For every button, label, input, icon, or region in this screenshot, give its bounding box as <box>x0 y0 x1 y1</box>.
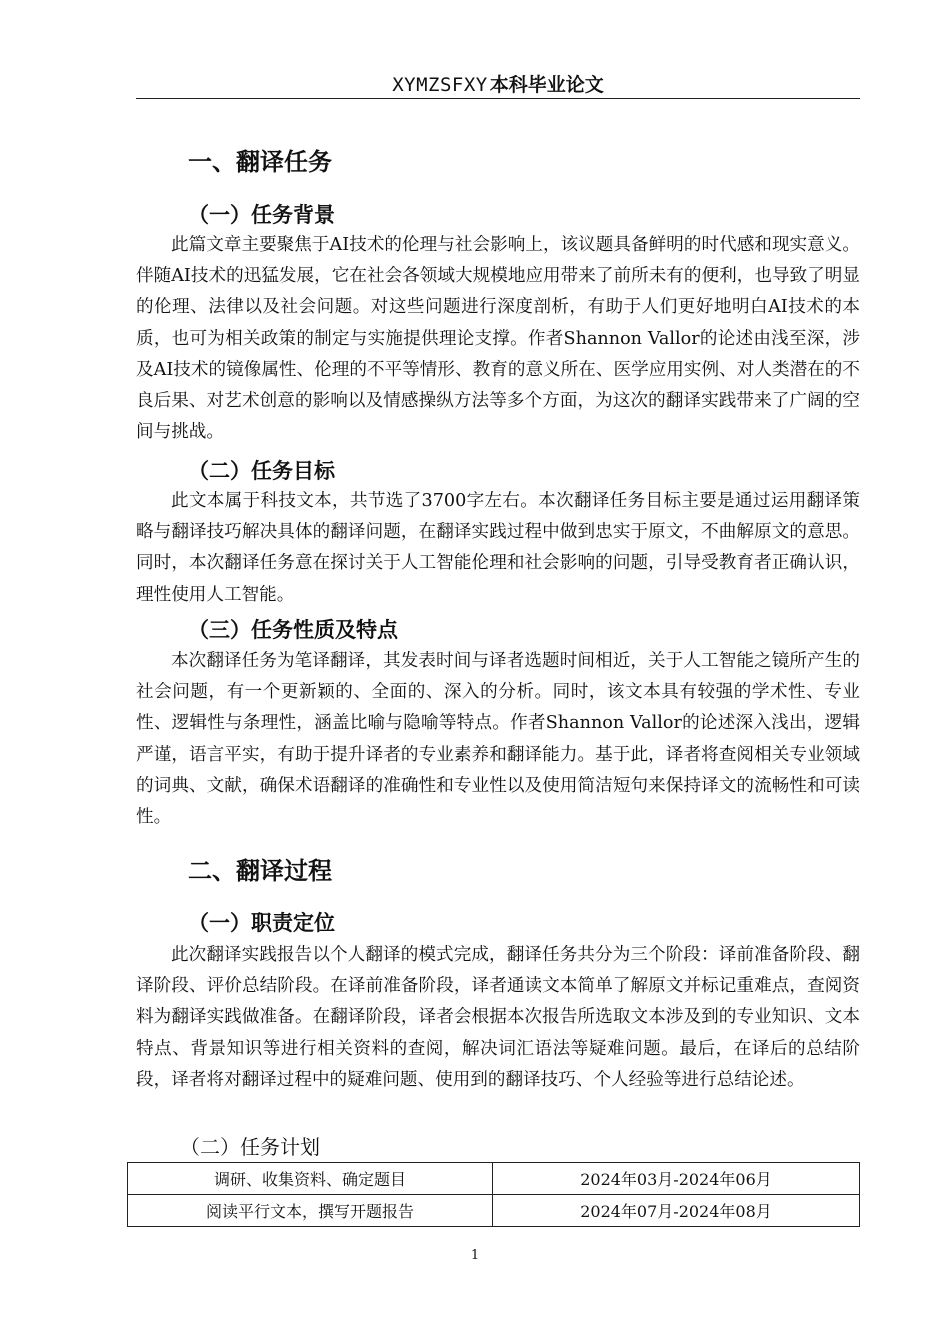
role-heading: （一）职责定位 <box>188 911 335 935</box>
task-plan-heading: （二）任务计划 <box>180 1135 320 1159</box>
table-cell-period: 2024年03月-2024年06月 <box>493 1163 860 1195</box>
table-cell-period: 2024年07月-2024年08月 <box>493 1195 860 1227</box>
table-row <box>128 1163 860 1195</box>
page-number: 1 <box>470 1248 480 1263</box>
table-cell-task: 调研、收集资料、确定题目 <box>128 1163 493 1195</box>
section2-heading: 二、翻译过程 <box>188 857 332 885</box>
table-row <box>128 1195 860 1227</box>
role-text: 此次翻译实践报告以个人翻译的模式完成，翻译任务共分为三个阶段：译前准备阶段、翻译阶段、评价总结阶段。在译前准备阶段，译者通读文本简单了解原文并标记重难点，查阅资料为翻译实践做准备。在翻译阶段，译者会根据本次报告所选取文本涉及到的专业知识、文本特点、背景知识等进行相关资料的查阅，解决词汇语法等疑难问题。最后，在译后的总结阶段，译者将对翻译过程中的疑难问题、使用到的翻译技巧、个人经验等进行总结论述。 <box>136 945 860 1090</box>
section1-heading: 一、翻译任务 <box>188 148 332 176</box>
task-nature-heading: （三）任务性质及特点 <box>188 618 398 642</box>
task-background-heading: （一）任务背景 <box>188 203 335 227</box>
header-code: XYMZSFXY <box>392 74 488 96</box>
header-title: 本科毕业论文 <box>489 74 604 96</box>
task-goal-text: 此文本属于科技文本，共节选了3700字左右。本次翻译任务目标主要是通过运用翻译策略与翻译技巧解决具体的翻译问题，在翻译实践过程中做到忠实于原文，不曲解原文的意思。同时，本次翻译任务意在探讨关于人工智能伦理和社会影响的问题，引导受教育者正确认识，理性使用人工智能。 <box>136 491 860 605</box>
task-background-text: 此篇文章主要聚焦于AI技术的伦理与社会影响上，该议题具备鲜明的时代感和现实意义。伴随AI技术的迅猛发展，它在社会各领域大规模地应用带来了前所未有的便利，也导致了明显的伦理、法律以及社会问题。对这些问题进行深度剖析，有助于人们更好地明白AI技术的本质，也可为相关政策的制定与实施提供理论支撑。作者Shannon Vallor的论述由浅至深，涉及AI技术的镜像属性、伦理的不平等情形、教育的意义所在、医学应用实例、对人类潜在的不良后果、对艺术创意的影响以及情感操纵方法等多个方面，为这次的翻译实践带来了广阔的空间与挑战。 <box>136 235 860 443</box>
table-cell-task: 阅读平行文本，撰写开题报告 <box>128 1195 493 1227</box>
task-nature-text: 本次翻译任务为笔译翻译，其发表时间与译者选题时间相近，关于人工智能之镜所产生的社会问题，有一个更新颖的、全面的、深入的分析。同时，该文本具有较强的学术性、专业性、逻辑性与条理性，涵盖比喻与隐喻等特点。作者Shannon Vallor的论述深入浅出，逻辑严谨，语言平实，有助于提升译者的专业素养和翻译能力。基于此，译者将查阅相关专业领域的词典、文献，确保术语翻译的准确性和专业性以及使用简洁短句来保持译文的流畅性和可读性。 <box>136 651 860 828</box>
task-goal-heading: （二）任务目标 <box>188 459 335 483</box>
task-plan-table <box>127 1162 860 1227</box>
page-header <box>136 70 860 99</box>
